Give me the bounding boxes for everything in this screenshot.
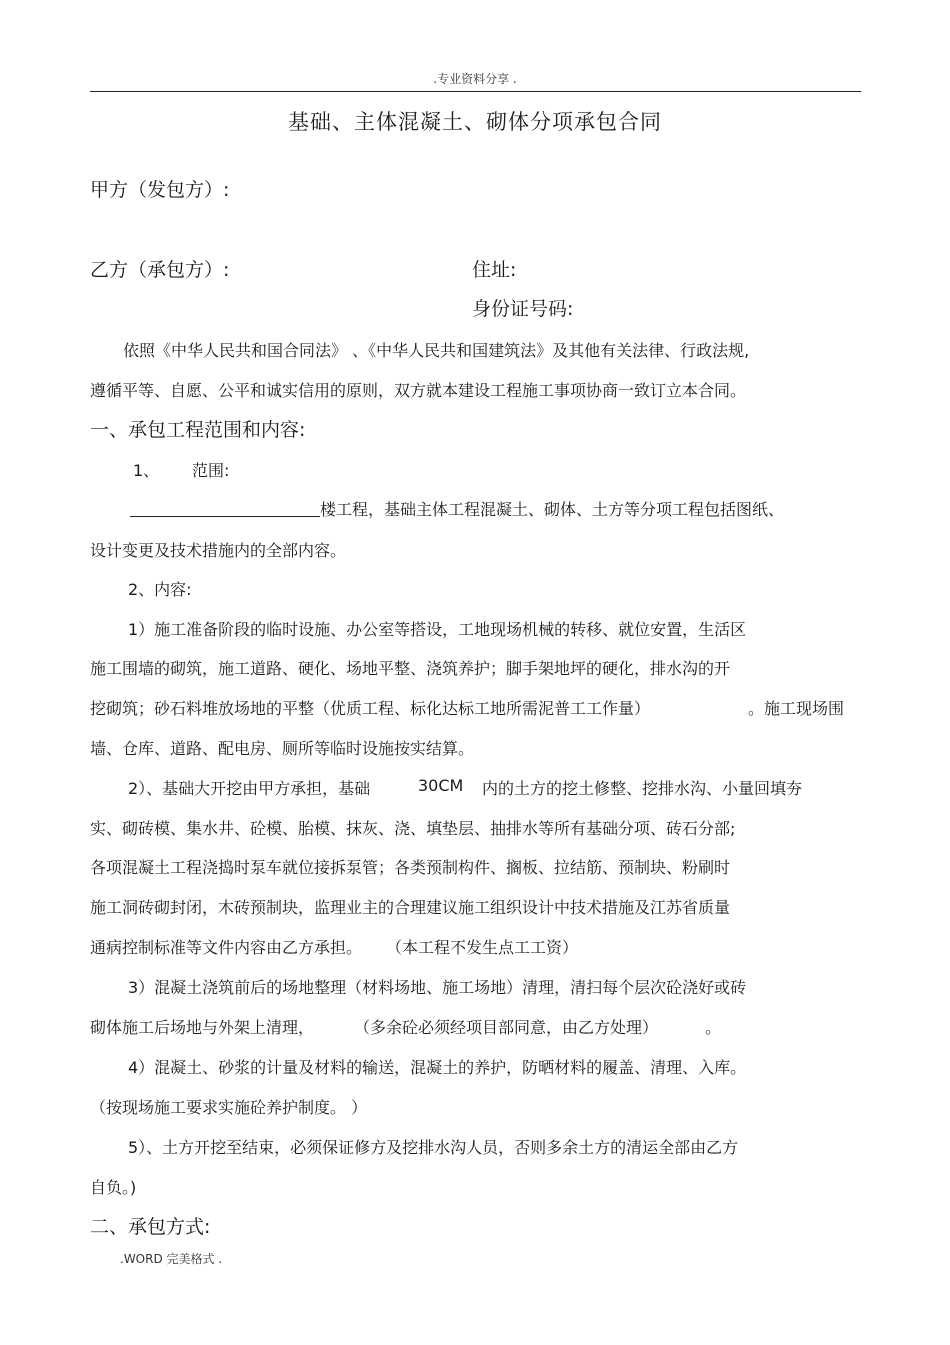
- item1-line-2: 施工围墙的砌筑，施工道路、硬化、场地平整、浇筑养护；脚手架地坪的硬化，排水沟的开: [90, 659, 731, 678]
- party-b-label: 乙方（承包方）:: [90, 259, 230, 281]
- item5-line-1: 5）、土方开挖至结束，必须保证修方及挖排水沟人员，否则多余土方的清运全部由乙方: [128, 1138, 739, 1157]
- item1-line-3-tail: 。施工现场围: [748, 699, 845, 718]
- intro-line-2: 遵循平等、自愿、公平和诚实信用的原则，双方就本建设工程施工事项协商一致订立本合同。: [90, 381, 747, 400]
- item3-line-2a: 砌体施工后场地与外架上清理，: [90, 1018, 315, 1037]
- section-2-heading: 二、承包方式:: [90, 1216, 211, 1238]
- item5-line-2: 自负。): [90, 1178, 137, 1197]
- item1-line-4: 墙、仓库、道路、配电房、厕所等临时设施按实结算。: [90, 739, 475, 758]
- item2-line-1c: 内的土方的挖土修整、挖排水沟、小量回填夯: [482, 779, 803, 798]
- document-title: 基础、主体混凝土、砌体分项承包合同: [288, 110, 662, 134]
- scope-line-1: [130, 497, 784, 520]
- item2-line-1b: 30CM: [418, 776, 464, 795]
- item3-line-1: 3）混凝土浇筑前后的场地整理（材料场地、施工场地）清理，清扫每个层次砼浇好或砖: [128, 978, 747, 997]
- item1-line-1: 1）施工准备阶段的临时设施、办公室等搭设，工地现场机械的转移、就位安置，生活区: [128, 620, 747, 639]
- item2-line-5-note: （本工程不发生点工工资）: [386, 938, 579, 957]
- scope-line-1-text: 楼工程，基础主体工程混凝土、砌体、土方等分项工程包括图纸、: [320, 500, 785, 519]
- item3-line-2b: （多余砼必须经项目部同意，由乙方处理）: [354, 1018, 659, 1037]
- scope-number: 1、: [133, 461, 160, 480]
- item2-line-4: 施工洞砖砌封闭，木砖预制块，监理业主的合理建议施工组织设计中技术措施及江苏省质量: [90, 898, 731, 917]
- address-label: 住址:: [472, 259, 517, 281]
- item2-line-1a: 2）、基础大开挖由甲方承担，基础: [128, 779, 371, 798]
- section-1-heading: 一、承包工程范围和内容:: [90, 419, 306, 441]
- scope-line-2: 设计变更及技术措施内的全部内容。: [90, 541, 347, 560]
- scope-label: 范围:: [192, 461, 230, 480]
- project-name-blank: [130, 500, 320, 517]
- item4-line-1: 4）混凝土、砂浆的计量及材料的输送，混凝土的养护，防晒材料的履盖、清理、入库。: [128, 1058, 747, 1077]
- item1-line-3: 挖砌筑；砂石料堆放场地的平整（优质工程、标化达标工地所需泥普工工作量）: [90, 699, 651, 718]
- item2-line-5: 通病控制标准等文件内容由乙方承担。: [90, 938, 363, 957]
- party-a-label: 甲方（发包方）:: [90, 179, 230, 201]
- item3-line-2c: 。: [705, 1018, 722, 1037]
- item2-line-3: 各项混凝土工程浇捣时泵车就位接拆泵管；各类预制构件、搁板、拉结筋、预制块、粉刷时: [90, 858, 731, 877]
- content-label: 2、内容:: [128, 580, 192, 599]
- intro-line-1: 依照《中华人民共和国合同法》 、《中华人民共和国建筑法》及其他有关法律、行政法规,: [123, 341, 750, 360]
- page-footer: .WORD 完美格式 .: [120, 1252, 223, 1266]
- item4-line-2: （按现场施工要求实施砼养护制度。 ）: [90, 1098, 368, 1117]
- id-number-label: 身份证号码:: [472, 298, 574, 320]
- item2-line-2: 实、砌砖模、集水井、砼模、胎模、抹灰、浇、填垫层、抽排水等所有基础分项、砖石分部;: [90, 819, 736, 838]
- header-divider: [90, 91, 861, 92]
- page-header: .专业资料分享 .: [433, 72, 517, 86]
